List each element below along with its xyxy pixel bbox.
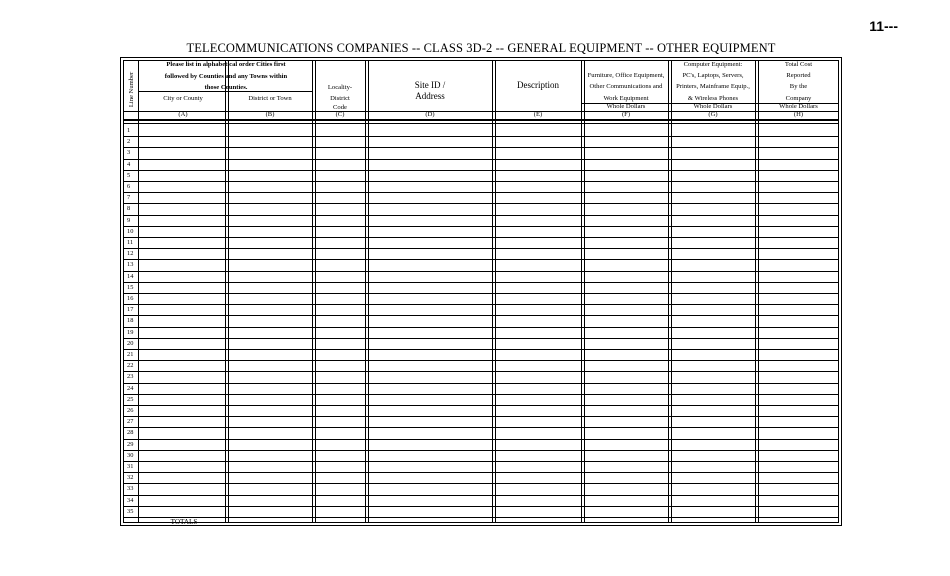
col-f-header-3: Work Equipment	[603, 95, 649, 102]
col-c-header-3: Code	[333, 104, 347, 111]
line-number-header: Line Number	[128, 71, 135, 107]
col-d-header-1: Site ID /	[414, 80, 446, 90]
col-b-header: District or Town	[248, 95, 292, 102]
row-number: 4	[127, 160, 131, 168]
col-d-letter: (D)	[425, 111, 435, 118]
col-g-header-4: & Wireless Phones	[687, 95, 739, 102]
col-h-header-1: Total Cost	[784, 61, 813, 68]
row-number: 5	[127, 171, 131, 179]
row-number: 14	[127, 272, 134, 280]
row-number: 27	[127, 418, 134, 426]
row-number: 7	[127, 194, 131, 202]
col-g-header-3: Printers, Mainframe Equip.,	[676, 83, 750, 90]
row-number: 28	[127, 429, 134, 437]
col-e-letter: (E)	[533, 111, 543, 118]
form-title: TELECOMMUNICATIONS COMPANIES -- CLASS 3D-2 -- GENERAL EQUIPMENT -- OTHER EQUIPMENT	[186, 41, 776, 55]
row-number: 21	[127, 351, 134, 358]
row-number: 26	[127, 407, 134, 414]
totals-label: TOTALS	[170, 518, 198, 526]
col-f-letter: (F)	[621, 111, 631, 118]
instruction-line-3: those Counties.	[204, 84, 248, 91]
col-h-dollars: Whole Dollars	[779, 103, 818, 110]
col-c-header-1: Locality-	[327, 84, 353, 91]
row-number: 23	[127, 373, 134, 381]
col-h-letter: (H)	[793, 111, 804, 118]
col-b-letter: (B)	[265, 111, 275, 118]
col-d-header-2: Address	[415, 91, 445, 101]
row-number: 16	[127, 295, 134, 302]
col-a-letter: (A)	[178, 111, 188, 118]
col-g-header-2: PC's, Laptops, Servers,	[682, 72, 744, 79]
row-number: 1	[127, 127, 131, 134]
row-number: 29	[127, 440, 134, 448]
row-number: 13	[127, 261, 134, 269]
row-number: 33	[127, 485, 134, 493]
row-number: 22	[127, 362, 134, 370]
row-number: 19	[127, 328, 134, 336]
row-number: 12	[127, 250, 134, 258]
row-number: 24	[127, 384, 134, 392]
header-bottom-line-2	[124, 123, 838, 124]
row-number: 15	[127, 283, 134, 291]
row-number: 34	[127, 496, 134, 504]
row-number: 35	[127, 507, 134, 515]
row-number: 30	[127, 451, 134, 459]
row-number: 9	[127, 216, 131, 224]
row-number: 11	[127, 239, 134, 246]
equipment-table	[120, 57, 842, 526]
col-f-header-2: Other Communications and	[589, 83, 663, 90]
row-number: 6	[127, 183, 131, 190]
row-number: 31	[127, 463, 134, 470]
row-number: 8	[127, 205, 131, 213]
row-number: 17	[127, 306, 134, 314]
page-number: 11---	[869, 18, 898, 34]
col-g-letter: (G)	[708, 111, 718, 118]
col-g-header-1: Computer Equipment:	[683, 61, 743, 68]
table-row	[124, 506, 838, 518]
col-g-dollars: Whole Dollars	[693, 103, 733, 110]
col-f-header-1: Furniture, Office Equipment,	[587, 72, 665, 79]
row-number: 2	[127, 138, 131, 146]
row-number: 20	[127, 339, 134, 347]
col-c-header-2: District	[330, 95, 350, 102]
table-inner-frame	[123, 60, 839, 526]
row-number: 18	[127, 317, 134, 325]
instruction-line-1: Please list in alphabetical order Cities first	[166, 61, 286, 68]
row-number: 3	[127, 149, 131, 157]
col-c-letter: (C)	[335, 111, 345, 118]
instruction-line-2: followed by Counties and any Towns within	[164, 73, 288, 80]
col-a-header: City or County	[163, 95, 203, 102]
col-h-header-3: By the	[789, 83, 808, 90]
col-h-header-2: Reported	[786, 72, 811, 79]
row-number: 10	[127, 227, 134, 235]
col-h-header-4: Company	[785, 95, 812, 102]
col-f-dollars: Whole Dollars	[606, 103, 646, 110]
row-number: 32	[127, 474, 134, 482]
col-e-header: Description	[517, 80, 559, 90]
row-number: 25	[127, 395, 134, 403]
